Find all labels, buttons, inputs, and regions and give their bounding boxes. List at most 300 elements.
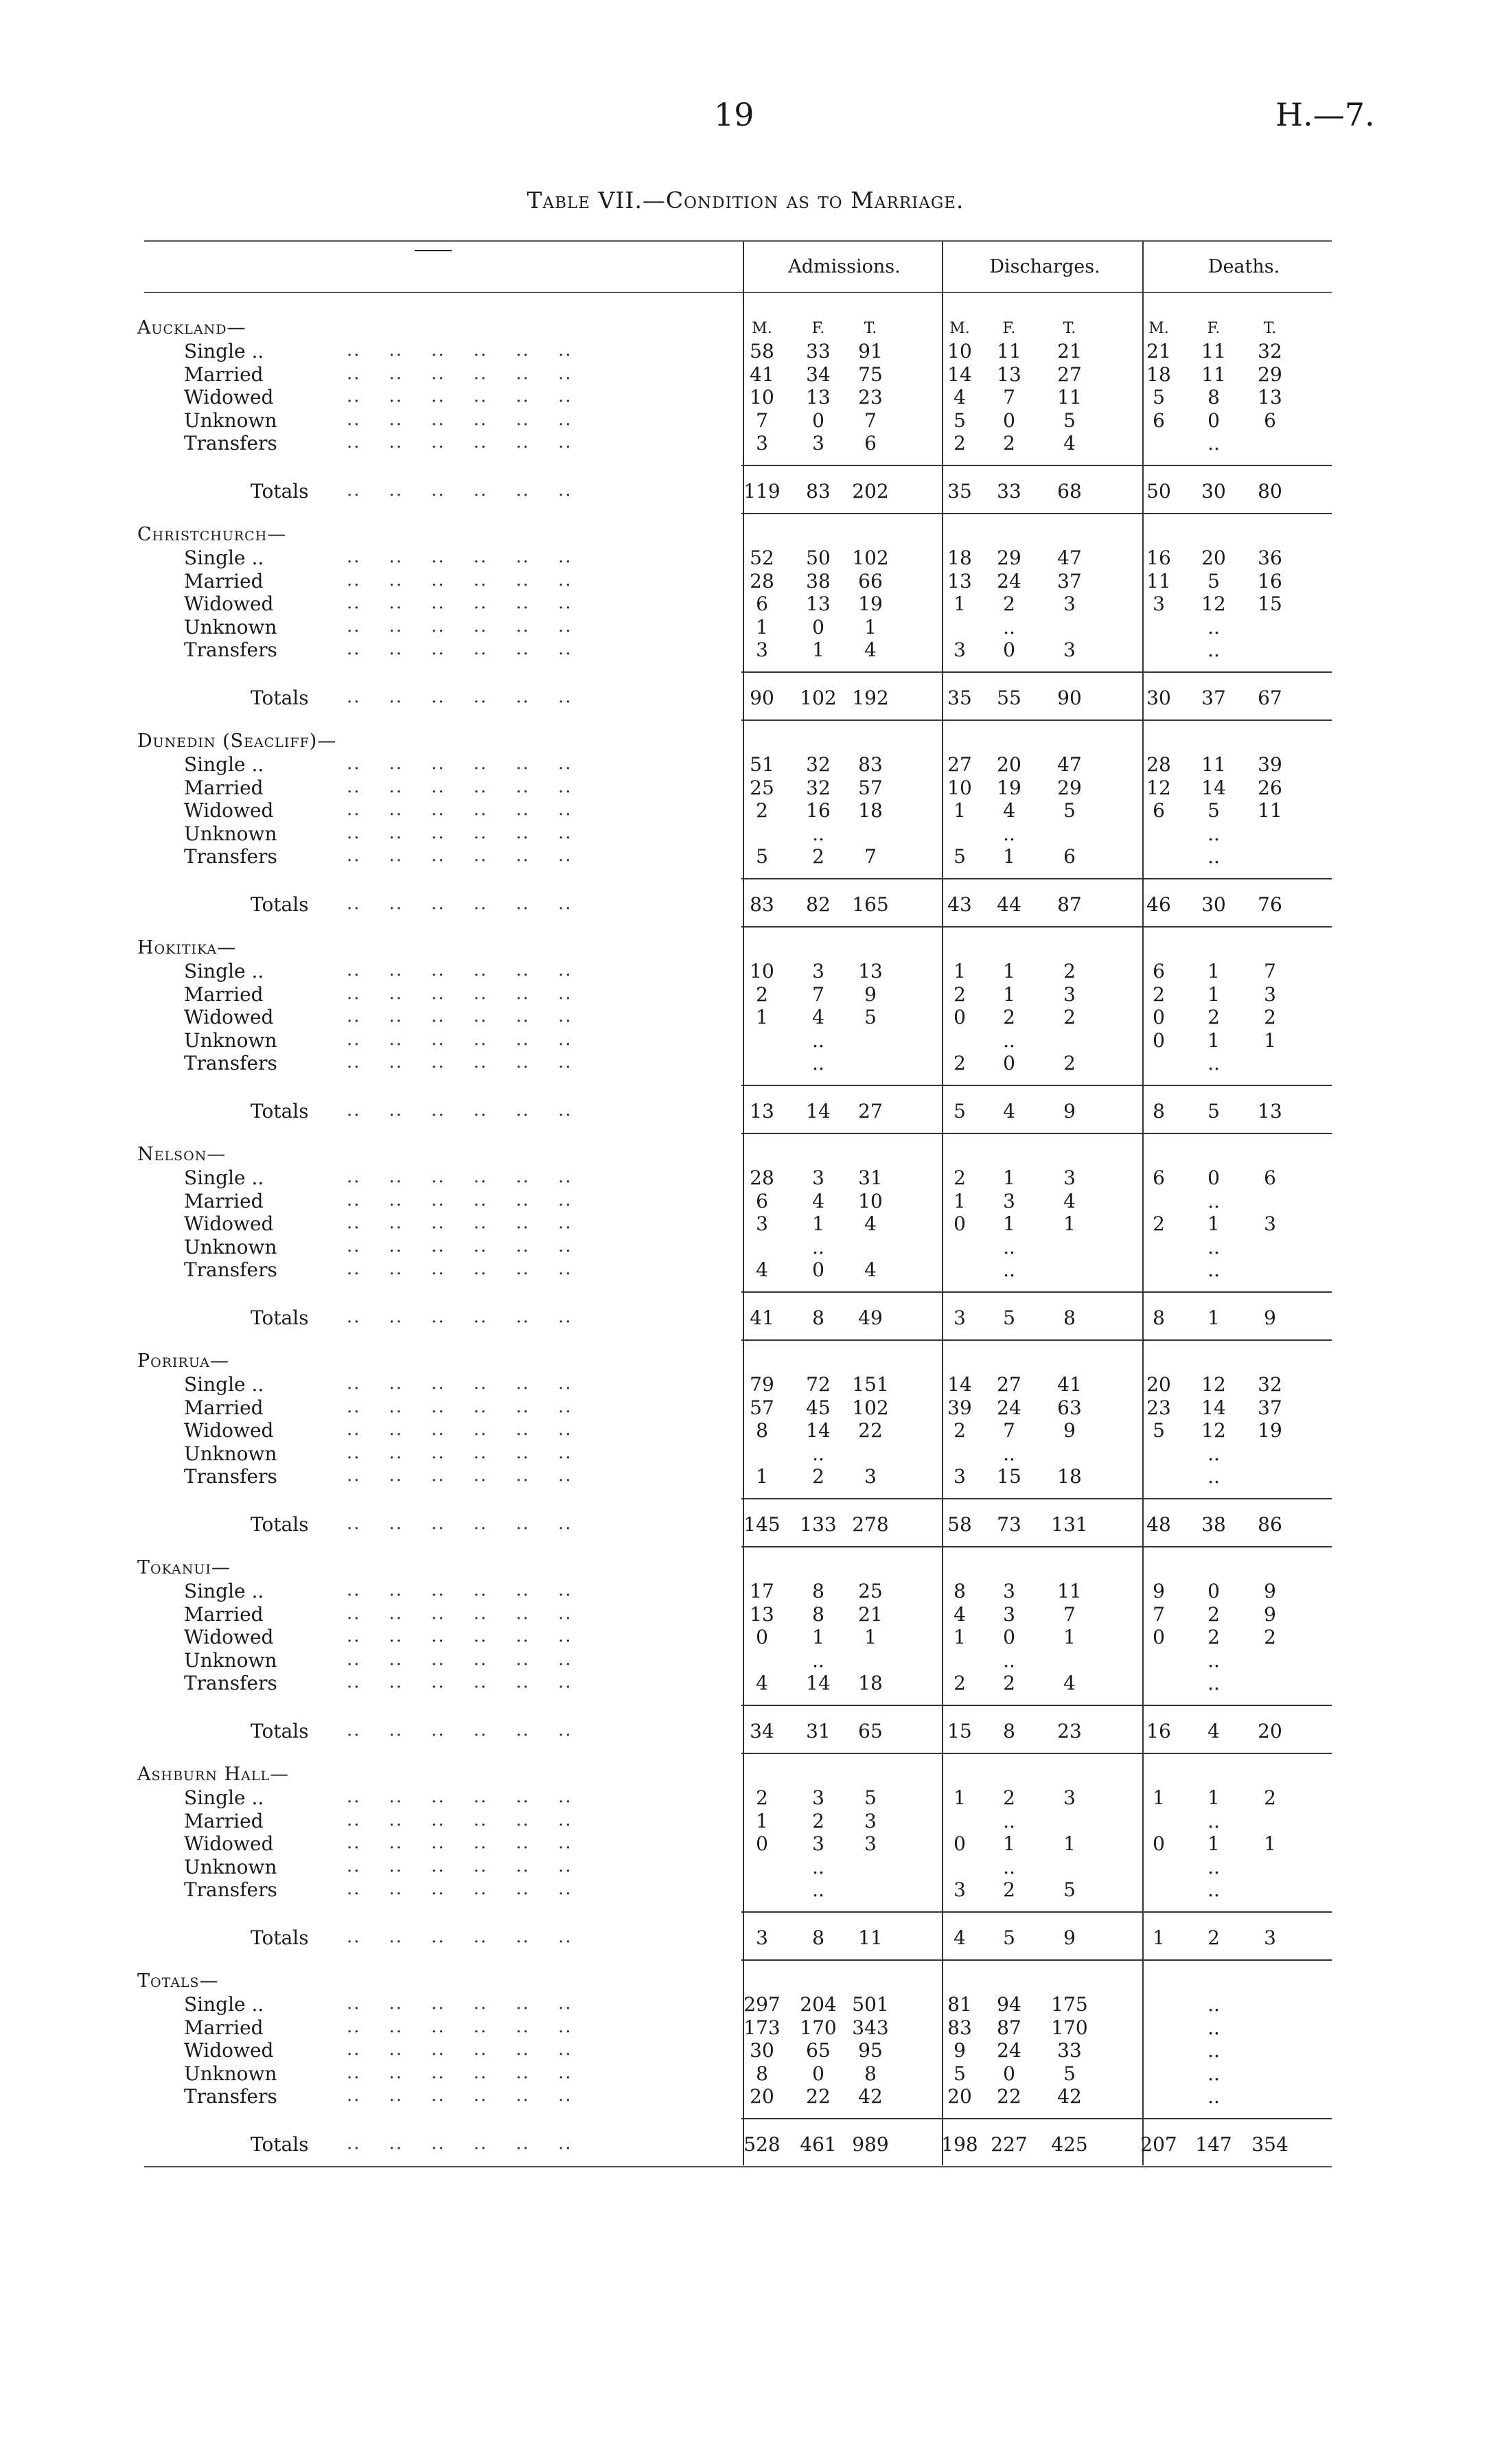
table-cell: 0	[1207, 408, 1220, 432]
row-label: Transfers	[184, 2085, 277, 2108]
column-subheader: T.	[1263, 320, 1277, 337]
row-label: Married	[184, 1189, 264, 1212]
table-cell: 0	[1003, 408, 1015, 432]
leader-dots: .. .. .. .. .. ..	[347, 1235, 573, 1256]
table-cell: 16	[1146, 546, 1171, 569]
table-cell: 5	[953, 408, 966, 432]
page-number: 19	[714, 96, 754, 133]
table-cell: 81	[947, 1993, 972, 2016]
table-cell: 5	[1153, 1419, 1165, 1442]
table-cell: 1	[1264, 1832, 1276, 1855]
table-cell: 6	[1153, 960, 1165, 982]
row-label: Transfers	[184, 1672, 277, 1694]
section-heading: Christchurch—	[137, 524, 287, 545]
totals-cell: 82	[806, 893, 831, 916]
table-cell: 3	[864, 1465, 877, 1488]
table-cell: 4	[953, 386, 966, 408]
table-cell: 7	[1063, 1602, 1076, 1626]
leader-dots: .. .. .. .. .. ..	[347, 982, 573, 1004]
table-cell: 1	[756, 1809, 768, 1832]
table-cell: 204	[800, 1993, 837, 2016]
leader-dots: .. .. .. .. .. ..	[347, 1212, 573, 1233]
stub-header-dash	[415, 250, 452, 251]
table-cell: 4	[1063, 1672, 1076, 1694]
section-heading: Hokitika—	[137, 937, 237, 958]
totals-cell: 37	[1201, 686, 1226, 709]
leader-dots: .. .. .. .. .. ..	[347, 1626, 573, 1646]
totals-cell: 133	[800, 1512, 837, 1536]
totals-cell: 27	[858, 1099, 883, 1122]
table-cell: 3	[1063, 1786, 1076, 1809]
leader-dots: .. .. .. .. .. ..	[347, 1512, 573, 1534]
leader-dots: .. .. .. .. .. ..	[347, 2016, 573, 2037]
table-cell: 3	[864, 1809, 877, 1832]
table-cell: 33	[1057, 2039, 1082, 2062]
table-cell: ..	[1003, 1648, 1015, 1672]
column-subheader: F.	[1207, 320, 1221, 337]
table-cell: 37	[1057, 569, 1082, 592]
leader-dots: .. .. .. .. .. ..	[347, 1258, 573, 1279]
table-cell: ..	[1207, 432, 1220, 454]
column-subheader: F.	[1002, 320, 1016, 337]
totals-rule	[741, 2118, 1332, 2119]
totals-cell: 35	[947, 479, 972, 503]
leader-dots: .. .. .. .. .. ..	[347, 1052, 573, 1072]
table-cell: 13	[1258, 386, 1282, 408]
section-heading: Porirua—	[137, 1350, 230, 1372]
table-cell: 11	[1201, 753, 1226, 776]
table-cell: 12	[1201, 1419, 1226, 1442]
table-cell: 6	[756, 1189, 768, 1212]
table-cell: 1	[864, 615, 877, 638]
table-cell: 0	[1207, 1166, 1220, 1189]
table-cell: 20	[1146, 1373, 1171, 1396]
totals-cell: 207	[1140, 2132, 1177, 2156]
row-label: Widowed	[184, 2039, 274, 2062]
table-cell: 11	[1146, 569, 1171, 592]
table-cell: 94	[997, 1993, 1021, 2016]
table-cell: ..	[812, 1442, 824, 1465]
table-cell: 2	[1003, 1786, 1015, 1809]
section-rule	[741, 1339, 1332, 1341]
totals-cell: 4	[1003, 1099, 1015, 1122]
table-cell: 6	[864, 432, 877, 454]
column-rule-2	[1142, 242, 1144, 2165]
section-rule	[741, 513, 1332, 514]
totals-cell: 55	[997, 686, 1021, 709]
table-cell: 11	[1201, 362, 1226, 386]
totals-label: Totals	[251, 479, 309, 503]
table-cell: ..	[1207, 1855, 1220, 1878]
table-cell: 1	[812, 1212, 824, 1235]
table-cell: 10	[858, 1189, 883, 1212]
totals-rule	[741, 465, 1332, 466]
table-cell: 297	[743, 1993, 781, 2016]
table-cell: 3	[1063, 982, 1076, 1006]
totals-cell: 13	[1258, 1099, 1282, 1122]
table-cell: 8	[812, 1580, 824, 1602]
table-cell: ..	[1207, 1648, 1220, 1672]
table-cell: 24	[997, 1396, 1021, 1419]
header-bottom-rule	[144, 292, 1332, 293]
leader-dots: .. .. .. .. .. ..	[347, 569, 573, 590]
totals-rule	[741, 671, 1332, 673]
totals-cell: 31	[806, 1719, 831, 1742]
totals-cell: 461	[800, 2132, 837, 2156]
table-cell: 7	[864, 408, 877, 432]
totals-cell: 4	[1207, 1719, 1220, 1742]
table-cell: 52	[750, 546, 774, 569]
totals-cell: 23	[1057, 1719, 1082, 1742]
row-label: Married	[184, 776, 264, 799]
table-cell: 3	[864, 1832, 877, 1855]
row-label: Single ..	[184, 1373, 264, 1396]
table-cell: 1	[864, 1626, 877, 1648]
table-cell: ..	[1207, 1993, 1220, 2016]
totals-cell: 15	[947, 1719, 972, 1742]
totals-cell: 30	[1201, 479, 1226, 503]
table-cell: 2	[953, 432, 966, 454]
table-cell: 0	[1003, 2062, 1015, 2085]
table-cell: 21	[1146, 340, 1171, 362]
table-cell: ..	[1207, 2062, 1220, 2085]
table-cell: 32	[1258, 1373, 1282, 1396]
table-cell: ..	[1207, 1878, 1220, 1901]
table-cell: 72	[806, 1373, 831, 1396]
table-cell: 47	[1057, 753, 1082, 776]
table-cell: 0	[812, 615, 824, 638]
table-cell: 58	[750, 340, 774, 362]
table-cell: 11	[1057, 1580, 1082, 1602]
totals-cell: 5	[1207, 1099, 1220, 1122]
table-cell: 1	[1063, 1832, 1076, 1855]
table-cell: ..	[1207, 1672, 1220, 1694]
row-label: Unknown	[184, 1648, 277, 1672]
leader-dots: .. .. .. .. .. ..	[347, 799, 573, 820]
table-cell: ..	[1207, 638, 1220, 661]
table-cell: 1	[1003, 982, 1015, 1006]
table-cell: 13	[947, 569, 972, 592]
table-cell: 7	[1003, 1419, 1015, 1442]
table-cell: 1	[953, 1626, 966, 1648]
totals-cell: 8	[1153, 1306, 1165, 1329]
totals-cell: 5	[1003, 1306, 1015, 1329]
table-cell: 2	[812, 1465, 824, 1488]
row-label: Unknown	[184, 1028, 277, 1052]
row-label: Married	[184, 362, 264, 386]
totals-rule	[741, 1291, 1332, 1293]
table-cell: 57	[750, 1396, 774, 1419]
table-cell: 2	[1063, 960, 1076, 982]
table-cell: 20	[997, 753, 1021, 776]
table-cell: 5	[864, 1786, 877, 1809]
table-cell: 16	[1258, 569, 1282, 592]
table-cell: 15	[1258, 592, 1282, 615]
table-cell: 1	[1063, 1626, 1076, 1648]
table-cell: 27	[997, 1373, 1021, 1396]
table-cell: 7	[756, 408, 768, 432]
table-cell: 0	[1153, 1626, 1165, 1648]
row-label: Married	[184, 1396, 264, 1419]
table-cell: 5	[864, 1006, 877, 1028]
totals-rule	[741, 1498, 1332, 1499]
leader-dots: .. .. .. .. .. ..	[347, 1786, 573, 1807]
row-label: Unknown	[184, 1855, 277, 1878]
table-cell: 2	[953, 1052, 966, 1074]
totals-cell: 34	[750, 1719, 774, 1742]
column-subheader: T.	[1063, 320, 1076, 337]
totals-cell: 227	[991, 2132, 1028, 2156]
table-cell: 23	[858, 386, 883, 408]
table-cell: 19	[997, 776, 1021, 799]
table-cell: 0	[812, 1258, 824, 1281]
totals-cell: 131	[1051, 1512, 1088, 1536]
table-cell: 3	[953, 638, 966, 661]
totals-rule	[741, 878, 1332, 879]
section-heading: Totals—	[137, 1970, 219, 1992]
table-cell: 1	[1003, 1212, 1015, 1235]
leader-dots: .. .. .. .. .. ..	[347, 822, 573, 843]
row-label: Single ..	[184, 340, 264, 362]
table-cell: 8	[953, 1580, 966, 1602]
table-cell: 6	[1264, 408, 1276, 432]
table-cell: 4	[812, 1189, 824, 1212]
totals-cell: 198	[941, 2132, 978, 2156]
totals-cell: 83	[806, 479, 831, 503]
totals-cell: 1	[1153, 1926, 1165, 1949]
leader-dots: .. .. .. .. .. ..	[347, 1832, 573, 1853]
table-cell: 11	[997, 340, 1021, 362]
table-cell: 2	[1153, 1212, 1165, 1235]
table-cell: 2	[812, 1809, 824, 1832]
table-cell: 3	[756, 432, 768, 454]
table-cell: 51	[750, 753, 774, 776]
totals-cell: 14	[806, 1099, 831, 1122]
totals-cell: 16	[1146, 1719, 1171, 1742]
table-cell: ..	[1207, 1442, 1220, 1465]
row-label: Transfers	[184, 845, 277, 868]
table-cell: 0	[953, 1832, 966, 1855]
table-cell: 0	[1207, 1580, 1220, 1602]
leader-dots: .. .. .. .. .. ..	[347, 2062, 573, 2083]
table-cell: 87	[997, 2016, 1021, 2039]
table-cell: 2	[953, 1419, 966, 1442]
leader-dots: .. .. .. .. .. ..	[347, 1672, 573, 1692]
table-cell: ..	[1003, 1855, 1015, 1878]
table-cell: 501	[852, 1993, 889, 2016]
leader-dots: .. .. .. .. .. ..	[347, 845, 573, 866]
totals-cell: 13	[750, 1099, 774, 1122]
table-cell: 9	[1264, 1580, 1276, 1602]
table-cell: 4	[756, 1672, 768, 1694]
totals-cell: 202	[852, 479, 889, 503]
table-cell: 3	[1264, 982, 1276, 1006]
leader-dots: .. .. .. .. .. ..	[347, 1028, 573, 1050]
totals-cell: 147	[1195, 2132, 1232, 2156]
table-cell: 3	[1003, 1602, 1015, 1626]
totals-cell: 67	[1258, 686, 1282, 709]
table-cell: 9	[1063, 1419, 1076, 1442]
table-cell: 2	[756, 1786, 768, 1809]
table-cell: 18	[1146, 362, 1171, 386]
totals-cell: 2	[1207, 1926, 1220, 1949]
row-label: Single ..	[184, 1786, 264, 1809]
leader-dots: .. .. .. .. .. ..	[347, 1809, 573, 1830]
table-cell: ..	[1003, 1235, 1015, 1258]
table-cell: ..	[812, 822, 824, 845]
row-label: Widowed	[184, 799, 274, 822]
table-cell: 3	[812, 1832, 824, 1855]
table-cell: 1	[953, 1786, 966, 1809]
table-cell: 2	[756, 799, 768, 822]
table-cell: 10	[750, 386, 774, 408]
leader-dots: .. .. .. .. .. ..	[347, 615, 573, 636]
table-cell: 14	[1201, 1396, 1226, 1419]
table-cell: 21	[858, 1602, 883, 1626]
section-rule	[741, 1753, 1332, 1754]
row-label: Unknown	[184, 1235, 277, 1258]
table-cell: 14	[947, 362, 972, 386]
totals-cell: 87	[1057, 893, 1082, 916]
table-cell: 45	[806, 1396, 831, 1419]
leader-dots: .. .. .. .. .. ..	[347, 893, 573, 914]
totals-rule	[741, 1705, 1332, 1706]
table-cell: 31	[858, 1166, 883, 1189]
table-cell: 3	[756, 638, 768, 661]
leader-dots: .. .. .. .. .. ..	[347, 1166, 573, 1187]
totals-cell: 192	[852, 686, 889, 709]
table-cell: 9	[1153, 1580, 1165, 1602]
table-cell: 3	[1003, 1189, 1015, 1212]
table-cell: 0	[1153, 1006, 1165, 1028]
table-cell: 34	[806, 362, 831, 386]
leader-dots: .. .. .. .. .. ..	[347, 1878, 573, 1899]
table-cell: 50	[806, 546, 831, 569]
table-cell: 2	[1207, 1626, 1220, 1648]
leader-dots: .. .. .. .. .. ..	[347, 1006, 573, 1026]
table-cell: 42	[858, 2085, 883, 2108]
table-cell: 5	[1063, 2062, 1076, 2085]
section-heading: Nelson—	[137, 1144, 227, 1165]
table-cell: 170	[1051, 2016, 1088, 2039]
table-cell: 0	[1003, 1626, 1015, 1648]
row-label: Widowed	[184, 592, 274, 615]
row-label: Widowed	[184, 1419, 274, 1442]
leader-dots: .. .. .. .. .. ..	[347, 1855, 573, 1876]
table-cell: 1	[1003, 1832, 1015, 1855]
table-cell: 26	[1258, 776, 1282, 799]
table-cell: 17	[750, 1580, 774, 1602]
leader-dots: .. .. .. .. .. ..	[347, 340, 573, 360]
leader-dots: .. .. .. .. .. ..	[347, 1648, 573, 1670]
table-cell: 91	[858, 340, 883, 362]
leader-dots: .. .. .. .. .. ..	[347, 432, 573, 452]
table-cell: 3	[812, 1166, 824, 1189]
totals-cell: 8	[812, 1306, 824, 1329]
row-label: Married	[184, 982, 264, 1006]
totals-cell: 80	[1258, 479, 1282, 503]
table-cell: 3	[1264, 1212, 1276, 1235]
table-cell: 13	[806, 592, 831, 615]
table-cell: 95	[858, 2039, 883, 2062]
deaths-header: Deaths.	[1207, 256, 1280, 277]
table-cell: 1	[953, 592, 966, 615]
table-cell: 1	[1264, 1028, 1276, 1052]
table-cell: 1	[812, 638, 824, 661]
table-cell: 2	[953, 1166, 966, 1189]
row-label: Single ..	[184, 1580, 264, 1602]
table-cell: 8	[756, 1419, 768, 1442]
table-cell: ..	[1207, 822, 1220, 845]
leader-dots: .. .. .. .. .. ..	[347, 753, 573, 774]
totals-cell: 68	[1057, 479, 1082, 503]
totals-cell: 354	[1251, 2132, 1288, 2156]
table-cell: ..	[1207, 1809, 1220, 1832]
table-cell: 27	[1057, 362, 1082, 386]
totals-label: Totals	[251, 1719, 309, 1742]
table-cell: 14	[1201, 776, 1226, 799]
table-cell: 1	[1207, 1212, 1220, 1235]
table-cell: 4	[812, 1006, 824, 1028]
table-cell: 22	[806, 2085, 831, 2108]
leader-dots: .. .. .. .. .. ..	[347, 2132, 573, 2154]
totals-cell: 44	[997, 893, 1021, 916]
totals-cell: 33	[997, 479, 1021, 503]
column-subheader: M.	[949, 320, 970, 337]
table-cell: ..	[1003, 822, 1015, 845]
table-cell: 4	[953, 1602, 966, 1626]
table-cell: 57	[858, 776, 883, 799]
table-cell: 8	[1207, 386, 1220, 408]
totals-cell: 425	[1051, 2132, 1088, 2156]
table-cell: 2	[1063, 1006, 1076, 1028]
row-label: Transfers	[184, 1878, 277, 1901]
table-cell: ..	[1003, 1442, 1015, 1465]
table-cell: 63	[1057, 1396, 1082, 1419]
section-rule	[741, 719, 1332, 721]
totals-label: Totals	[251, 1099, 309, 1122]
table-cell: 3	[1153, 592, 1165, 615]
table-cell: 9	[953, 2039, 966, 2062]
totals-cell: 278	[852, 1512, 889, 1536]
section-heading: Dunedin (Seacliff)—	[137, 730, 337, 752]
totals-cell: 86	[1258, 1512, 1282, 1536]
table-cell: 6	[1153, 408, 1165, 432]
table-cell: 7	[1264, 960, 1276, 982]
totals-cell: 102	[800, 686, 837, 709]
table-cell: 29	[1258, 362, 1282, 386]
totals-cell: 8	[1153, 1099, 1165, 1122]
row-label: Unknown	[184, 615, 277, 638]
totals-cell: 5	[953, 1099, 966, 1122]
table-cell: 21	[1057, 340, 1082, 362]
table-cell: ..	[812, 1878, 824, 1901]
table-cell: 3	[756, 1212, 768, 1235]
table-cell: 2	[1264, 1626, 1276, 1648]
table-cell: 30	[750, 2039, 774, 2062]
table-cell: 2	[1003, 1006, 1015, 1028]
table-cell: 83	[858, 753, 883, 776]
table-cell: 83	[947, 2016, 972, 2039]
totals-rule	[741, 1085, 1332, 1086]
totals-cell: 989	[852, 2132, 889, 2156]
table-cell: 175	[1051, 1993, 1088, 2016]
totals-cell: 5	[1003, 1926, 1015, 1949]
table-cell: 29	[1057, 776, 1082, 799]
row-label: Transfers	[184, 432, 277, 454]
table-cell: 75	[858, 362, 883, 386]
table-cell: 5	[1207, 569, 1220, 592]
